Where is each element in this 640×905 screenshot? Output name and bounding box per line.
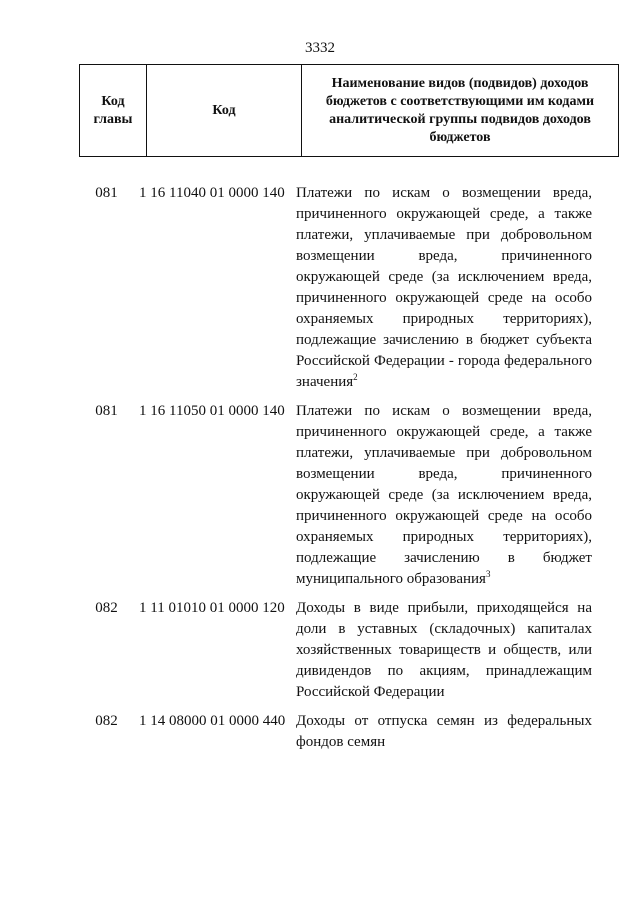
chapter-code: 082 [95, 713, 118, 729]
description-line [296, 309, 592, 330]
description-line [296, 464, 592, 485]
description-line [296, 204, 592, 225]
chapter-code: 081 [95, 403, 118, 419]
description-line [296, 422, 592, 443]
description-line [296, 548, 592, 569]
description-text: охраняемых природных территориях), [296, 529, 592, 545]
description-text: причиненного окружающей среде на особо [296, 508, 592, 524]
income-description [296, 711, 592, 753]
description-line [296, 443, 592, 464]
description-text: платежи, уплачиваемые при добровольном [296, 445, 592, 461]
description-line [296, 661, 592, 682]
description-line [296, 682, 592, 703]
description-line [296, 619, 592, 640]
header-name [302, 65, 619, 157]
description-line [296, 267, 592, 288]
description-line [296, 225, 592, 246]
page-number: 3332 [305, 40, 335, 56]
description-text: Российской Федерации - города федерального [296, 353, 592, 369]
description-text: значения [296, 374, 354, 390]
income-code: 1 11 01010 01 0000 120 [139, 600, 285, 616]
description-text: хозяйственных товариществ и обществ, или [296, 642, 592, 658]
income-description [296, 598, 592, 703]
chapter-code: 081 [95, 185, 118, 201]
description-line [296, 640, 592, 661]
description-text: Доходы в виде прибыли, приходящейся на [296, 600, 592, 616]
description-line [296, 527, 592, 548]
description-text: возмещении вреда, причиненного [296, 248, 592, 264]
description-line [296, 288, 592, 309]
description-text: охраняемых природных территориях), [296, 311, 592, 327]
table-body [79, 183, 597, 761]
description-text: причиненного окружающей среде на особо [296, 290, 592, 306]
income-code: 1 16 11050 01 0000 140 [139, 403, 285, 419]
description-text: окружающей среде (за исключением вреда, [296, 269, 592, 285]
description-text: Российской Федерации [296, 684, 445, 700]
table-row [79, 401, 597, 590]
description-line [296, 485, 592, 506]
description-text: причиненного окружающей среде, а также [296, 206, 592, 222]
description-text: дивидендов по акциям, принадлежащим [296, 663, 592, 679]
footnote-marker: 2 [353, 372, 358, 382]
footnote-marker: 3 [485, 569, 491, 579]
description-line [296, 372, 592, 393]
description-line [296, 506, 592, 527]
header-code: Код [147, 65, 302, 157]
description-text: причиненного окружающей среде, а также [296, 424, 592, 440]
description-line [296, 732, 592, 753]
description-text: Платежи по искам о возмещении вреда, [296, 185, 592, 201]
description-line [296, 351, 592, 372]
description-line [296, 598, 592, 619]
description-line [296, 711, 592, 732]
description-line [296, 569, 592, 590]
header-chapter-code [80, 65, 147, 157]
description-text: возмещении вреда, причиненного [296, 466, 592, 482]
description-line [296, 330, 592, 351]
header-name-line: аналитической группы подвидов доходов [329, 111, 591, 127]
header-chapter-code-line: главы [93, 111, 133, 127]
header-chapter-code-line: Код [101, 93, 125, 109]
description-text: подлежащие зачислению в бюджет [296, 550, 592, 566]
description-line [296, 183, 592, 204]
description-text: Доходы от отпуска семян из федеральных [296, 713, 592, 729]
income-code: 1 16 11040 01 0000 140 [139, 185, 285, 201]
header-name-line: бюджетов [429, 129, 491, 145]
description-text: платежи, уплачиваемые при добровольном [296, 227, 592, 243]
table-row [79, 711, 597, 753]
table-row [79, 598, 597, 703]
description-text: фондов семян [296, 734, 386, 750]
description-text: подлежащие зачислению в бюджет субъекта [296, 332, 592, 348]
description-text: доли в уставных (складочных) капиталах [296, 621, 592, 637]
description-line [296, 401, 592, 422]
chapter-code: 082 [95, 600, 118, 616]
header-name-line: Наименование видов (подвидов) доходов [331, 75, 589, 91]
income-code: 1 14 08000 01 0000 440 [139, 713, 286, 729]
description-text: окружающей среде (за исключением вреда, [296, 487, 592, 503]
description-text: муниципального образования [296, 571, 486, 587]
description-text: Платежи по искам о возмещении вреда, [296, 403, 592, 419]
income-description [296, 183, 592, 393]
table-header [79, 64, 619, 157]
description-line [296, 246, 592, 267]
income-description [296, 401, 592, 590]
header-name-line: бюджетов с соответствующими им кодами [325, 93, 595, 109]
table-row [79, 183, 597, 393]
